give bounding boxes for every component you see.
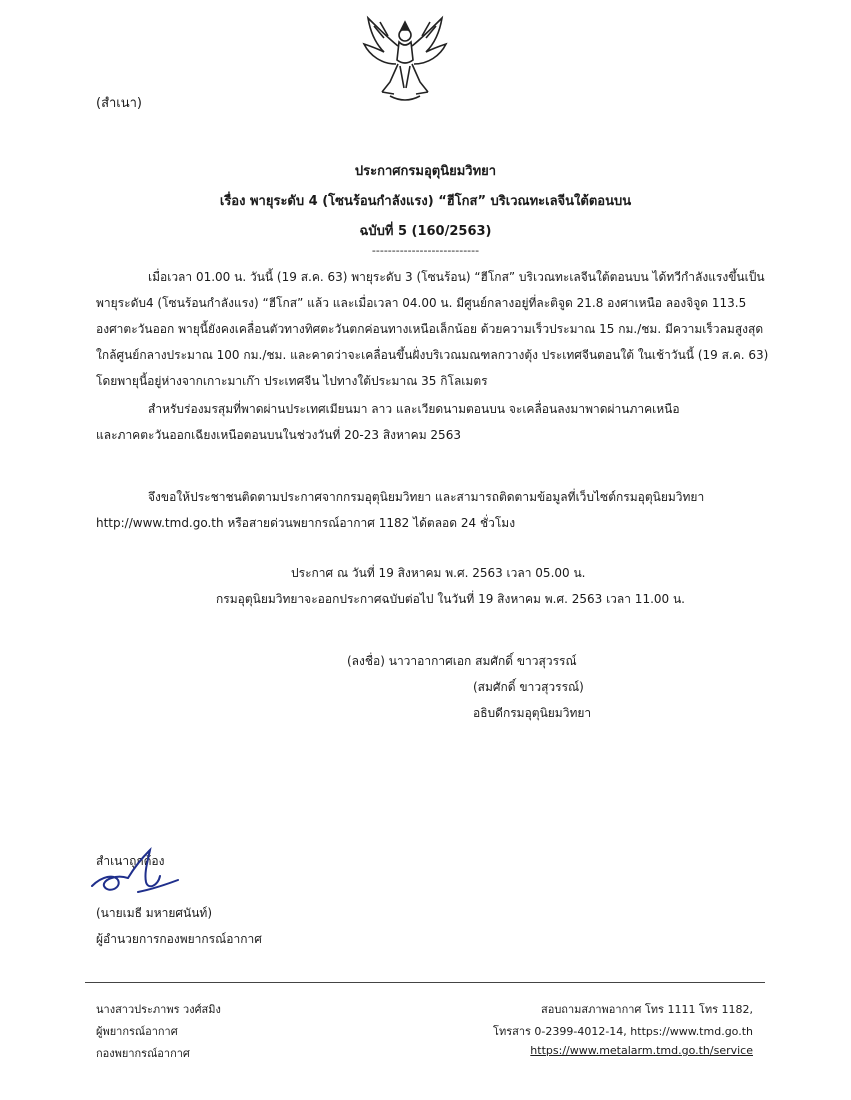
footer-divider [85,982,765,983]
garuda-emblem-icon [360,8,450,108]
issue-number: ฉบับที่ 5 (160/2563) [359,224,492,239]
separator-line: --------------------------- [371,244,480,257]
body-line: ใกล้ศูนย์กลางประมาณ 100 กม./ชม. และคาดว่าจะเคลื่อนขึ้นฝั่งบริเวณมณฑลกวางตุ้ง ประเทศจีนตอนใต้ ในเช้าวันนี้ (19 ส.ค. 63) [96,348,769,362]
body-line: http://www.tmd.go.th หรือสายด่วนพยากรณ์อากาศ 1182 ได้ตลอด 24 ชั่วโมง [96,516,516,530]
body-line: สำหรับร่องมรสุมที่พาดผ่านประเทศเมียนมา ลาว และเวียดนามตอนบน จะเคลื่อนลงมาพาดผ่านภาคเหนือ [148,402,680,416]
announcement-subject: เรื่อง พายุระดับ 4 (โซนร้อนกำลังแรง) “ฮีโกส” บริเวณทะเลจีนใต้ตอนบน [219,194,632,209]
contact-phone: สอบถามสภาพอากาศ โทร 1111 โทร 1182, [541,1003,753,1016]
body-line: องศาตะวันออก พายุนี้ยังคงเคลื่อนตัวทางทิศตะวันตกค่อนทางเหนือเล็กน้อย ด้วยความเร็วประมาณ 15 กม./ชม. มีความเร็วลมสูงสุด [96,322,764,336]
forecaster-name: นางสาวประภาพร วงศ์สมิง [96,1003,221,1016]
signatory-name: (สมศักดิ์ ขาวสุวรรณ์) [473,680,584,694]
handwritten-signature [88,846,198,898]
body-line: โดยพายุนี้อยู่ห่างจากเกาะมาเก๊า ประเทศจีน ไปทางใต้ประมาณ 35 กิโลเมตร [96,374,488,388]
copy-mark: (สำเนา) [96,96,143,111]
signed-line: (ลงชื่อ) นาวาอากาศเอก สมศักดิ์ ขาวสุวรรณ์ [347,654,577,668]
forecaster-dept: กองพยากรณ์อากาศ [96,1047,190,1060]
certifier-name: (นายเมธี มหายศนันท์) [96,906,213,920]
body-line: จึงขอให้ประชาชนติดตามประกาศจากกรมอุตุนิยมวิทยา และสามารถติดตามข้อมูลที่เว็บไซต์กรมอุตุนิยมวิทยา [148,490,705,504]
next-issue-notice: กรมอุตุนิยมวิทยาจะออกประกาศฉบับต่อไป ในวันที่ 19 สิงหาคม พ.ศ. 2563 เวลา 11.00 น. [216,592,685,606]
body-line: และภาคตะวันออกเฉียงเหนือตอนบนในช่วงวันที่ 20-23 สิงหาคม 2563 [96,428,461,442]
announced-date: ประกาศ ณ วันที่ 19 สิงหาคม พ.ศ. 2563 เวลา 05.00 น. [291,566,586,580]
service-link[interactable]: https://www.metalarm.tmd.go.th/service [530,1044,753,1057]
contact-fax: โทรสาร 0-2399-4012-14, https://www.tmd.go.th [493,1025,753,1038]
forecaster-role: ผู้พยากรณ์อากาศ [96,1025,178,1038]
body-line: เมื่อเวลา 01.00 น. วันนี้ (19 ส.ค. 63) พายุระดับ 3 (โซนร้อน) “ฮีโกส” บริเวณทะเลจีนใต้ตอนบน ได้ทวีกำลังแรงขึ้นเป็น [148,270,765,284]
body-line: พายุระดับ4 (โซนร้อนกำลังแรง) “ฮีโกส” แล้ว และเมื่อเวลา 04.00 น. มีศูนย์กลางอยู่ที่ละติจูด 21.8 องศาเหนือ ลองจิจูด 113.5 [96,296,747,310]
certifier-position: ผู้อำนวยการกองพยากรณ์อากาศ [96,932,262,946]
signatory-position: อธิบดีกรมอุตุนิยมวิทยา [473,706,592,720]
certified-label: สำเนาถูกต้อง [96,854,165,868]
announcement-title: ประกาศกรมอุตุนิยมวิทยา [354,164,497,179]
